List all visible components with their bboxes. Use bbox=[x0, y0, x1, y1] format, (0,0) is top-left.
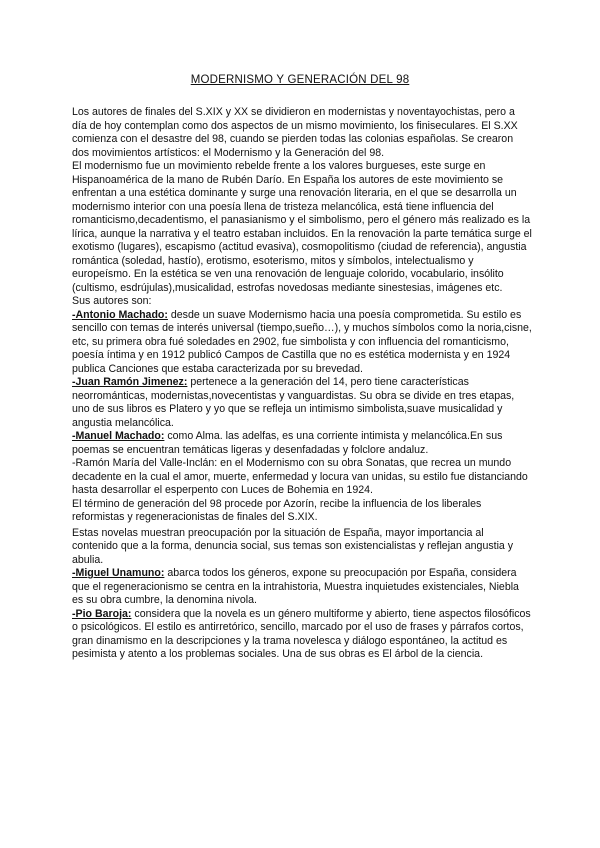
paragraph-juan-ramon-jimenez bbox=[72, 376, 532, 430]
author-name-antonio-machado: -Antonio Machado: bbox=[72, 308, 168, 321]
author-name-manuel-machado: -Manuel Machado: bbox=[72, 430, 165, 442]
paragraph-generacion-98: El término de generación del 98 procede por Azorín, recibe la influencia de los liberales reformistas y regeneracionistas de finales del S.XIX. bbox=[72, 497, 482, 523]
author-name-miguel-unamuno: -Miguel Unamuno: bbox=[72, 567, 165, 579]
paragraph-valle-inclan: -Ramón María del Valle-Inclán: en el Modernismo con su obra Sonatas, que recrea un mundo decadente en la cual el amor, muerte, enfermedad y locura van unidas, su estilo fue distanciando hasta desarrollar el esperpento con Luces de Bohemia en 1924. bbox=[72, 457, 528, 496]
paragraph-novelas: Estas novelas muestran preocupación por la situación de España, mayor importancia al contenido que a la forma, denuncia social, sus temas son existencialistas y reflejan angustia y abulia. bbox=[72, 526, 514, 566]
author-text-miguel-unamuno: abarca todos los géneros, expone su preocupación por España, considera que el regeneracionismo se centra en la intrahistoria, Muestra inquietudes existenciales, Niebla es su obra cumbre, la denomina nivola. bbox=[72, 567, 519, 606]
author-name-pio-baroja: -Pio Baroja: bbox=[72, 607, 132, 620]
author-text-manuel-machado: como Alma. las adelfas, es una corriente intimista y melancólica.En sus poemas se encuentran temáticas ligeras y desenfadadas y folclore andaluz. bbox=[72, 430, 503, 456]
paragraph-miguel-unamuno bbox=[72, 567, 532, 608]
author-text-juan-ramon-jimenez: pertenece a la generación del 14, pero tiene características neorrománticas, modernistas,novecentistas y vanguardistas. Su obra se divide en tres etapas, uno de sus libros es Platero y yo que se refleja un intimismo simbolista,suave musicalidad y angustia melancólica. bbox=[72, 376, 515, 429]
paragraph-antonio-machado bbox=[72, 309, 532, 377]
paragraph-intro: Los autores de finales del S.XIX y XX se dividieron en modernistas y noventayochistas, pero a día de hoy contemplan como dos aspectos de un mismo movimiento, los finiseculares. El S.XX comienza con el desastre del 98, cuando se pierden todas las colonias españolas. Se crearon dos movimientos artísticos: el Modernismo y la Generación del 98. bbox=[72, 106, 518, 159]
document-title: MODERNISMO Y GENERACIÓN DEL 98 bbox=[190, 74, 410, 86]
author-text-pio-baroja: considera que la novela es un género multiforme y abierto, tiene aspectos filosóficos o psicológicos. El estilo es antirretórico, sencillo, marcado por el uso de frases y párrafos cortos, gran dinamismo en la descripciones y la trama novelesca y diálogo espontáneo, la actitud es pesimista y atento a los problemas sociales. Una de sus obras es El árbol de la ciencia. bbox=[72, 607, 531, 660]
paragraph-sus-autores: Sus autores son: bbox=[72, 295, 152, 307]
paragraph-manuel-machado bbox=[72, 430, 532, 457]
paragraph-pio-baroja bbox=[72, 608, 532, 662]
author-text-antonio-machado: desde un suave Modernismo hacia una poesía comprometida. Su estilo es sencillo con temas de interés universal (tiempo,sueño…), y muchos símbolos como la noria,cisne, etc, su primera obra fué soledades en 2902, fue simbolista y con influencia del romanticismo, poesía íntima y en 1912 publicó Campos de Castilla que no es estética modernista y en 1924 publica Canciones que estaba caracterizada por su brevedad. bbox=[72, 308, 532, 375]
paragraph-modernismo: El modernismo fue un movimiento rebelde frente a los valores burgueses, este surge en Hispanoamérica de la mano de Rubén Darío. En España los autores de este movimiento se enfrentan a una estética dominante y surge una renovación literaria, en el que se desarrolla un modernismo interior con una poesía llena de tristeza melancólica, está tiene influencia del romanticismo,decadentismo, el panasianismo y el simbolismo, pero el género más realizado es la lírica, aunque la narrativa y el teatro estaban incluidos. En la renovación la parte temática surge el exotismo (lugares), escapismo (actitud evasiva), cosmopolitismo (ciudad de referencia), angustia romántica (soledad, hastío), erotismo, esoterismo, mitos y símbolos, intelectualismo y europeísmo. En la estética se ven una renovación de lenguaje colorido, vocabulario, insólito (cultismo, esdrújulas),musicalidad, estrofas novedosas mediante sinestesias, imágenes etc. bbox=[72, 160, 532, 294]
author-name-juan-ramon-jimenez: -Juan Ramón Jimenez: bbox=[72, 376, 188, 388]
document-body bbox=[72, 106, 532, 662]
